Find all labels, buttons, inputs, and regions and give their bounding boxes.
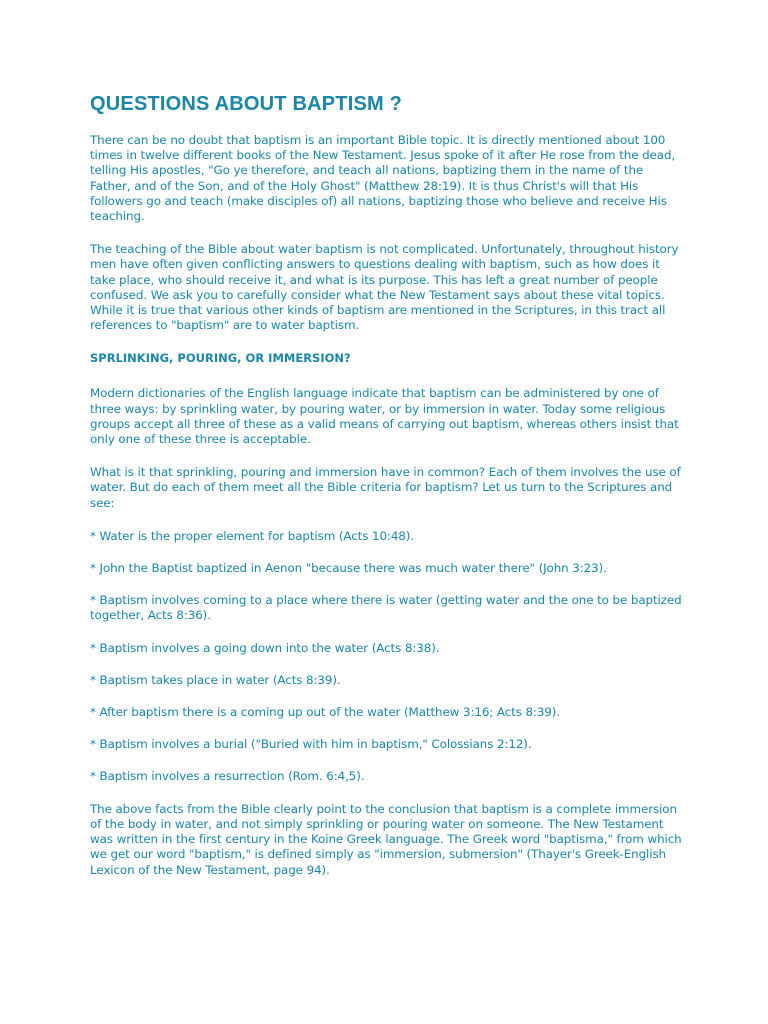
list-item: * Baptism takes place in water (Acts 8:39). [90,672,341,687]
closing-paragraph: The above facts from the Bible clearly point to the conclusion that baptism is a complete immersion of the body in water, and not simply sprinkling or pouring water on someone. The New Testament was written in the first century in the Koine Greek language. The Greek word "baptisma," from which we get our word "baptism," is defined simply as "immersion, submersion" (Thayer's Greek-English Lexicon of the New Testament, page 94). [90,801,682,877]
intro-paragraph-2: The teaching of the Bible about water baptism is not complicated. Unfortunately, throughout history men have often given conflicting answers to questions dealing with baptism, such as how does it take place, who should receive it, and what is its purpose. This has left a great number of people confused. We ask you to carefully consider what the New Testament says about these vital topics. While it is true that various other kinds of baptism are mentioned in the Scriptures, in this tract all references to "baptism" are to water baptism. [90,242,679,333]
list-item: * Baptism involves a going down into the water (Acts 8:38). [90,640,440,655]
section-paragraph-2: What is it that sprinkling, pouring and immersion have in common? Each of them involves the use of water. But do each of them meet all the Bible criteria for baptism? Let us turn to the Scriptures and see: [90,465,681,510]
list-item: * Baptism involves a burial ("Buried with him in baptism," Colossians 2:12). [90,737,532,752]
list-item: * Baptism involves a resurrection (Rom. 6:4,5). [90,769,365,784]
document-title: QUESTIONS ABOUT BAPTISM ? [90,93,403,115]
intro-paragraph-1: There can be no doubt that baptism is an important Bible topic. It is directly mentioned about 100 times in twelve different books of the New Testament. Jesus spoke of it after He rose from the dead, telling His apostles, "Go ye therefore, and teach all nations, baptizing them in the name of the Father, and of the Son, and of the Holy Ghost" (Matthew 28:19). It is thus Christ's will that His followers go and teach (make disciples of) all nations, baptizing those who believe and receive His teaching. [90,133,676,224]
list-item: * John the Baptist baptized in Aenon "because there was much water there" (John 3:23). [90,561,607,576]
section-heading: SPRLINKING, POURING, OR IMMERSION? [90,351,351,366]
document-page [90,92,682,896]
list-item: * After baptism there is a coming up out of the water (Matthew 3:16; Acts 8:39). [90,705,560,720]
section-paragraph-1: Modern dictionaries of the English language indicate that baptism can be administered by one of three ways: by sprinkling water, by pouring water, or by immersion in water. Today some religious groups accept all three of these as a valid means of carrying out baptism, whereas others insist that only one of these three is acceptable. [90,386,679,447]
list-item: * Water is the proper element for baptism (Acts 10:48). [90,528,414,543]
list-item: * Baptism involves coming to a place where there is water (getting water and the one to be baptized together, Acts 8:36). [90,593,682,623]
